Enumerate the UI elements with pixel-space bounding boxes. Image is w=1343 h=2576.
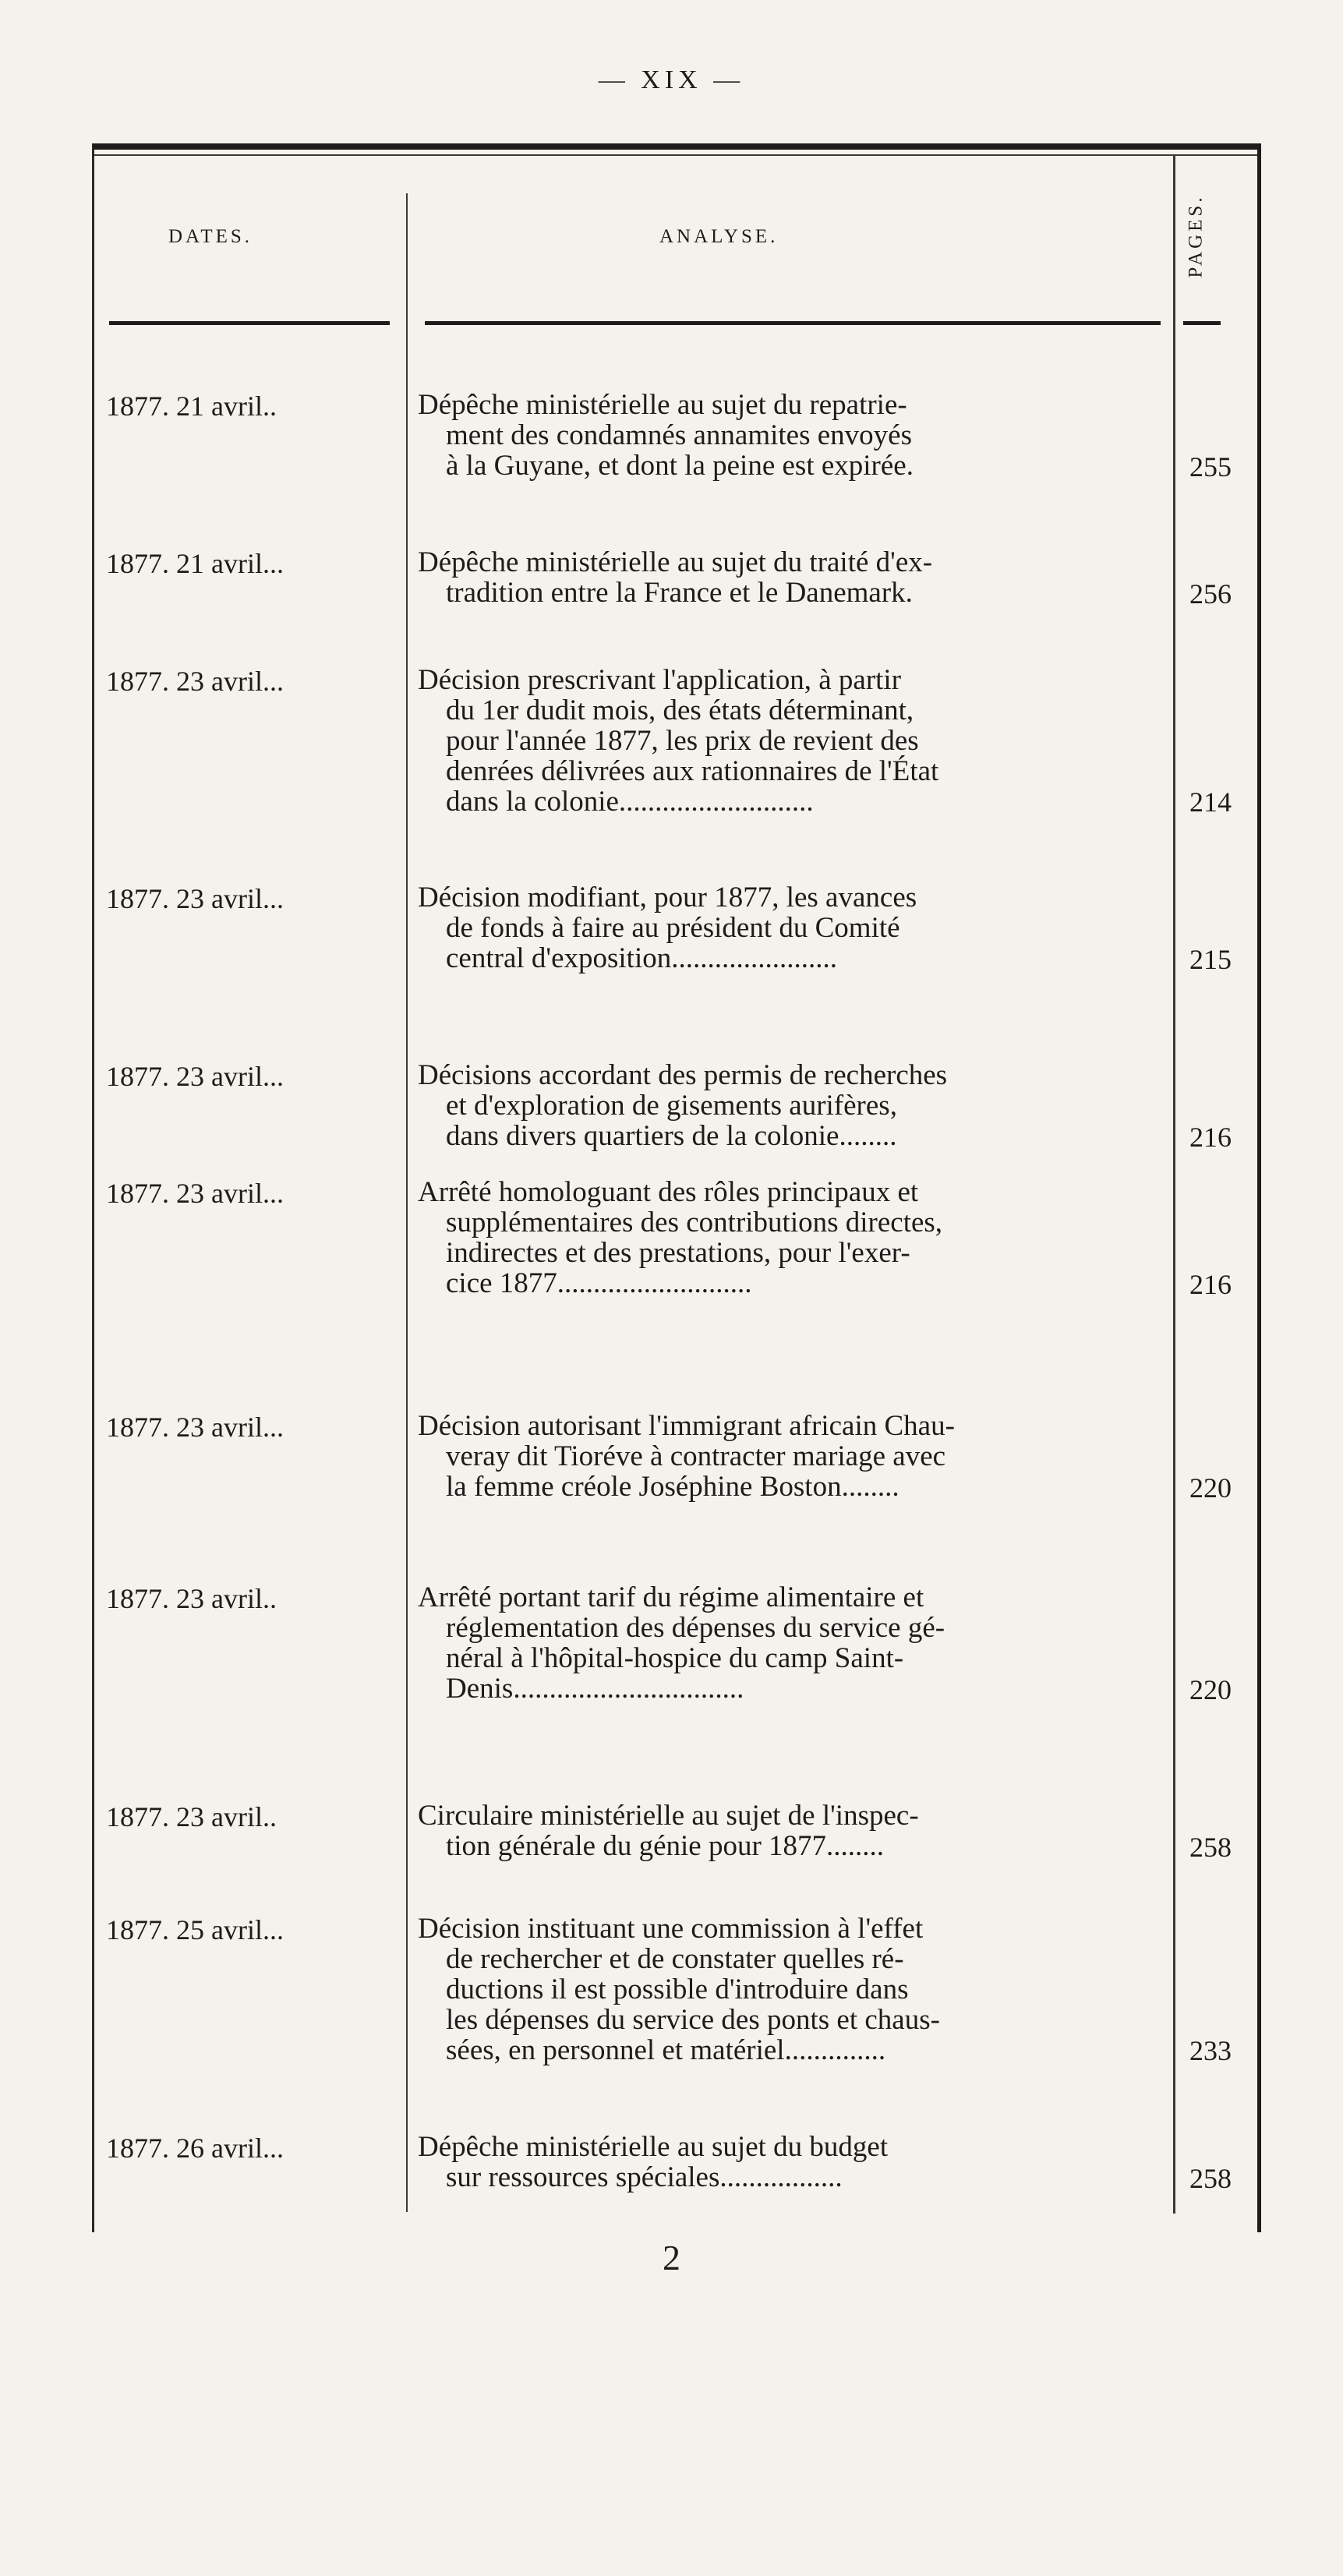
- analysis-line: Décision autorisant l'immigrant africain Chau-: [418, 1410, 955, 1442]
- analysis-line: dans la colonie...........................: [446, 786, 814, 818]
- analysis-line: Décision instituant une commission à l'effet: [418, 1913, 924, 1945]
- analysis-line: supplémentaires des contributions directes,: [446, 1207, 943, 1239]
- entry-analysis: [418, 882, 1259, 974]
- pages-header-rule: [1183, 321, 1221, 325]
- analysis-line: et d'exploration de gisements aurifères,: [446, 1090, 897, 1122]
- pages-column-header: [1179, 165, 1214, 307]
- analysis-line: denrées délivrées aux rationnaires de l'État: [446, 755, 939, 787]
- entry-analysis: [418, 665, 1259, 817]
- entry-page-number: 220: [1189, 1472, 1232, 1504]
- analysis-line: veray dit Tioréve à contracter mariage avec: [446, 1440, 946, 1472]
- entry-date: 1877. 23 avril...: [106, 883, 284, 914]
- entry-page-number: 215: [1189, 944, 1232, 975]
- entry-date: 1877. 23 avril...: [106, 1061, 284, 1092]
- entry-page-number: 255: [1189, 451, 1232, 482]
- analysis-line: à la Guyane, et dont la peine est expirée.: [446, 450, 914, 482]
- analysis-line: Décisions accordant des permis de recherches: [418, 1059, 948, 1091]
- pages-column-header-label: PAGES.: [1186, 194, 1207, 278]
- dates-header-rule: [109, 321, 390, 325]
- entry-analysis: [418, 2132, 1259, 2193]
- entry-analysis: [418, 1060, 1259, 1151]
- entry-page-number: 214: [1189, 786, 1232, 818]
- entry-analysis: [418, 1411, 1259, 1502]
- entry-date: 1877. 23 avril...: [106, 1178, 284, 1209]
- running-header: — XIX —: [598, 65, 745, 94]
- entry-date: 1877. 23 avril...: [106, 666, 284, 697]
- analysis-line: les dépenses du service des ponts et chaus-: [446, 2004, 940, 2036]
- entry-date: 1877. 26 avril...: [106, 2133, 284, 2164]
- entry-analysis: [418, 1177, 1259, 1299]
- analysis-line: Circulaire ministérielle au sujet de l'inspec-: [418, 1800, 919, 1832]
- analysis-line: Dépêche ministérielle au sujet du repatrie-: [418, 389, 907, 421]
- analysis-line: sées, en personnel et matériel..............: [446, 2034, 886, 2066]
- entry-analysis: [418, 1582, 1259, 1704]
- analysis-line: Décision prescrivant l'application, à partir: [418, 664, 902, 696]
- analysis-line: Denis................................: [446, 1673, 744, 1705]
- analysis-line: tion générale du génie pour 1877........: [446, 1830, 885, 1862]
- analysis-line: réglementation des dépenses du service gé-: [446, 1612, 945, 1644]
- analysis-line: ductions il est possible d'introduire dans: [446, 1974, 909, 2005]
- analysis-line: Décision modifiant, pour 1877, les avances: [418, 882, 917, 913]
- analysis-line: ment des condamnés annamites envoyés: [446, 419, 912, 451]
- entry-page-number: 233: [1189, 2035, 1232, 2066]
- entry-page-number: 216: [1189, 1122, 1232, 1153]
- entry-page-number: 258: [1189, 2163, 1232, 2194]
- entry-date: 1877. 21 avril..: [106, 390, 277, 422]
- entry-date: 1877. 23 avril..: [106, 1801, 277, 1832]
- analysis-line: sur ressources spéciales.................: [446, 2161, 843, 2193]
- entry-page-number: 220: [1189, 1674, 1232, 1705]
- analysis-line: de fonds à faire au président du Comité: [446, 912, 900, 944]
- dates-column-header: DATES.: [168, 226, 253, 247]
- analysis-line: Dépêche ministérielle au sujet du budget: [418, 2131, 889, 2163]
- analysis-line: de rechercher et de constater quelles ré-: [446, 1943, 904, 1975]
- analysis-line: central d'exposition.......................: [446, 942, 837, 974]
- entry-page-number: 216: [1189, 1269, 1232, 1300]
- entry-analysis: [418, 1800, 1259, 1861]
- analysis-column-header: ANALYSE.: [659, 226, 779, 247]
- analysis-line: la femme créole Joséphine Boston........: [446, 1471, 899, 1503]
- analysis-header-rule: [425, 321, 1161, 325]
- analysis-line: dans divers quartiers de la colonie........: [446, 1120, 897, 1152]
- analysis-line: indirectes et des prestations, pour l'exer-: [446, 1237, 910, 1269]
- entry-analysis: [418, 547, 1259, 608]
- entry-date: 1877. 23 avril...: [106, 1412, 284, 1443]
- entry-analysis: [418, 390, 1259, 481]
- entry-date: 1877. 25 avril...: [106, 1914, 284, 1945]
- signature-mark: 2: [663, 2238, 680, 2277]
- analysis-line: tradition entre la France et le Danemark.: [446, 577, 913, 609]
- analysis-line: pour l'année 1877, les prix de revient des: [446, 725, 919, 757]
- entry-analysis: [418, 1913, 1259, 2065]
- entry-date: 1877. 23 avril..: [106, 1583, 277, 1614]
- analysis-line: cice 1877...........................: [446, 1267, 752, 1299]
- entry-date: 1877. 21 avril...: [106, 548, 284, 579]
- analysis-line: Arrêté portant tarif du régime alimentaire et: [418, 1581, 924, 1613]
- analysis-line: néral à l'hôpital-hospice du camp Saint-: [446, 1642, 904, 1674]
- analysis-line: du 1er dudit mois, des états déterminant,: [446, 694, 914, 726]
- analysis-line: Dépêche ministérielle au sujet du traité d'ex-: [418, 546, 933, 578]
- entry-page-number: 258: [1189, 1832, 1232, 1863]
- analysis-line: Arrêté homologuant des rôles principaux et: [418, 1176, 919, 1208]
- entry-page-number: 256: [1189, 578, 1232, 610]
